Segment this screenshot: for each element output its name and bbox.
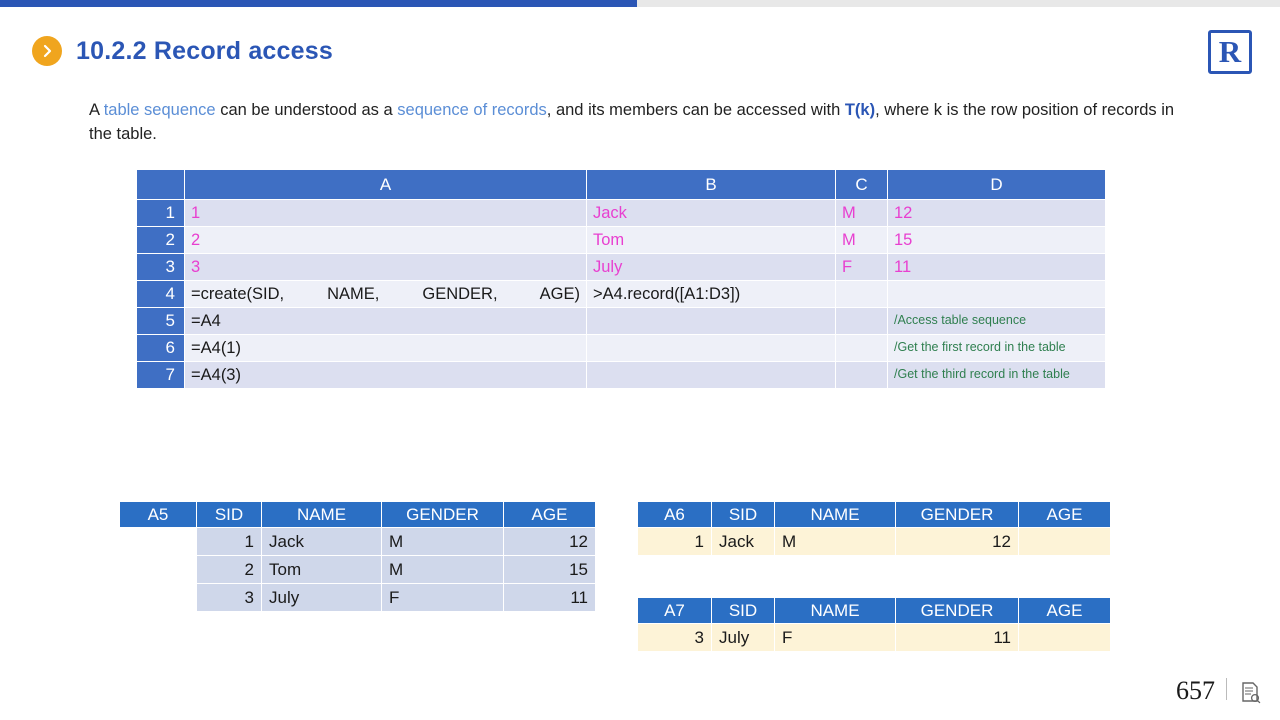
result-col-gender-a5: GENDER [382,502,504,528]
result-row-spacer-a5-3 [120,584,197,612]
result-cell-age-a5-3: 11 [504,584,596,612]
table-row [137,362,1106,389]
cell-d3[interactable]: 11 [888,254,1106,281]
result-cell-age-a5-1: 12 [504,528,596,556]
intro-text-2: can be understood as a [215,101,398,119]
row-header-3: 3 [137,254,185,281]
result-cell-extra-a6-1 [1019,528,1111,556]
column-header-c: C [836,170,888,200]
result-cell-gender-a6-1: M [775,528,896,556]
cell-c4[interactable] [836,281,888,308]
result-col-gender-a7: GENDER [896,598,1019,624]
cell-d5[interactable]: /Access table sequence [888,308,1106,335]
table-row [137,308,1106,335]
result-label-a5: A5 [120,502,197,528]
top-accent-bar-blue [0,0,637,7]
table-row [137,281,1106,308]
cell-b7[interactable] [587,362,836,389]
cell-c7[interactable] [836,362,888,389]
table-row [638,624,1111,652]
intro-paragraph [89,99,1189,147]
intro-link-sequence-of-records: sequence of records [397,101,547,119]
spreadsheet-column-header-row [137,170,1106,200]
cell-d4[interactable] [888,281,1106,308]
top-accent-bar-gray [637,0,1280,7]
cell-a7[interactable]: =A4(3) [185,362,587,389]
row-header-5: 5 [137,308,185,335]
result-cell-sid-a5-2: 2 [197,556,262,584]
cell-b3[interactable]: July [587,254,836,281]
brand-logo [1208,30,1252,74]
cell-d6[interactable]: /Get the first record in the table [888,335,1106,362]
cell-b2[interactable]: Tom [587,227,836,254]
result-header-row-a6 [638,502,1111,528]
result-label-a7: A7 [638,598,712,624]
result-row-spacer-a5-1 [120,528,197,556]
spreadsheet-corner-cell [137,170,185,200]
row-header-4: 4 [137,281,185,308]
cell-b5[interactable] [587,308,836,335]
cell-d2[interactable]: 15 [888,227,1106,254]
cell-b4[interactable]: >A4.record([A1:D3]) [587,281,836,308]
page-number: 657 [1176,676,1215,705]
result-cell-gender-a5-1: M [382,528,504,556]
result-cell-name-a7-1: July [712,624,775,652]
cell-c5[interactable] [836,308,888,335]
result-col-age-a5: AGE [504,502,596,528]
result-table-a6 [637,501,1111,556]
row-header-2: 2 [137,227,185,254]
table-row [120,584,596,612]
column-header-b: B [587,170,836,200]
cell-b6[interactable] [587,335,836,362]
result-cell-sid-a7-1: 3 [638,624,712,652]
row-header-1: 1 [137,200,185,227]
intro-text-4: , where k is the row position of records in the table. [89,101,1175,143]
result-cell-gender-a5-3: F [382,584,504,612]
row-header-7: 7 [137,362,185,389]
result-cell-age-a6-1: 12 [896,528,1019,556]
cell-c1[interactable]: M [836,200,888,227]
chevron-right-icon [32,36,62,66]
result-cell-name-a5-2: Tom [262,556,382,584]
result-cell-age-a5-2: 15 [504,556,596,584]
result-col-name-a5: NAME [262,502,382,528]
result-header-row-a5 [120,502,596,528]
result-cell-name-a5-1: Jack [262,528,382,556]
cell-c3[interactable]: F [836,254,888,281]
intro-text-1: A [89,101,104,119]
cell-b1[interactable]: Jack [587,200,836,227]
table-row [638,528,1111,556]
result-col-sid-a6: SID [712,502,775,528]
slide-header [32,36,333,66]
cell-a5[interactable]: =A4 [185,308,587,335]
brand-logo-letter: R [1218,33,1242,69]
result-col-age-a7: AGE [1019,598,1111,624]
column-header-d: D [888,170,1106,200]
table-row [137,254,1106,281]
cell-a3[interactable]: 3 [185,254,587,281]
cell-c2[interactable]: M [836,227,888,254]
table-row [120,556,596,584]
cell-a6[interactable]: =A4(1) [185,335,587,362]
result-table-a7 [637,597,1111,652]
row-header-6: 6 [137,335,185,362]
table-row [120,528,596,556]
cell-a1[interactable]: 1 [185,200,587,227]
intro-link-table-sequence: table sequence [103,101,216,119]
result-col-sid-a5: SID [197,502,262,528]
result-cell-sid-a5-1: 1 [197,528,262,556]
cell-d7[interactable]: /Get the third record in the table [888,362,1106,389]
cell-c6[interactable] [836,335,888,362]
result-cell-age-a7-1: 11 [896,624,1019,652]
spreadsheet-table [136,169,1106,389]
result-cell-sid-a5-3: 3 [197,584,262,612]
result-col-gender-a6: GENDER [896,502,1019,528]
result-cell-sid-a6-1: 1 [638,528,712,556]
cell-d1[interactable]: 12 [888,200,1106,227]
page-title: 10.2.2 Record access [76,36,333,65]
footer-divider [1226,678,1227,700]
result-label-a6: A6 [638,502,712,528]
table-row [137,200,1106,227]
result-col-age-a6: AGE [1019,502,1111,528]
result-cell-gender-a7-1: F [775,624,896,652]
result-row-spacer-a5-2 [120,556,197,584]
result-col-name-a7: NAME [775,598,896,624]
result-cell-name-a5-3: July [262,584,382,612]
table-row [137,335,1106,362]
result-col-sid-a7: SID [712,598,775,624]
table-row [137,227,1106,254]
result-header-row-a7 [638,598,1111,624]
result-table-a5 [119,501,596,612]
result-cell-name-a6-1: Jack [712,528,775,556]
cell-a4[interactable]: =create(SID, NAME, GENDER, AGE) [185,281,587,308]
result-cell-gender-a5-2: M [382,556,504,584]
result-col-name-a6: NAME [775,502,896,528]
intro-emphasis-tk: T(k) [844,101,876,119]
intro-text-3: , and its members can be accessed with [546,101,845,119]
column-header-a: A [185,170,587,200]
document-icon [1238,680,1262,704]
cell-a2[interactable]: 2 [185,227,587,254]
result-cell-extra-a7-1 [1019,624,1111,652]
